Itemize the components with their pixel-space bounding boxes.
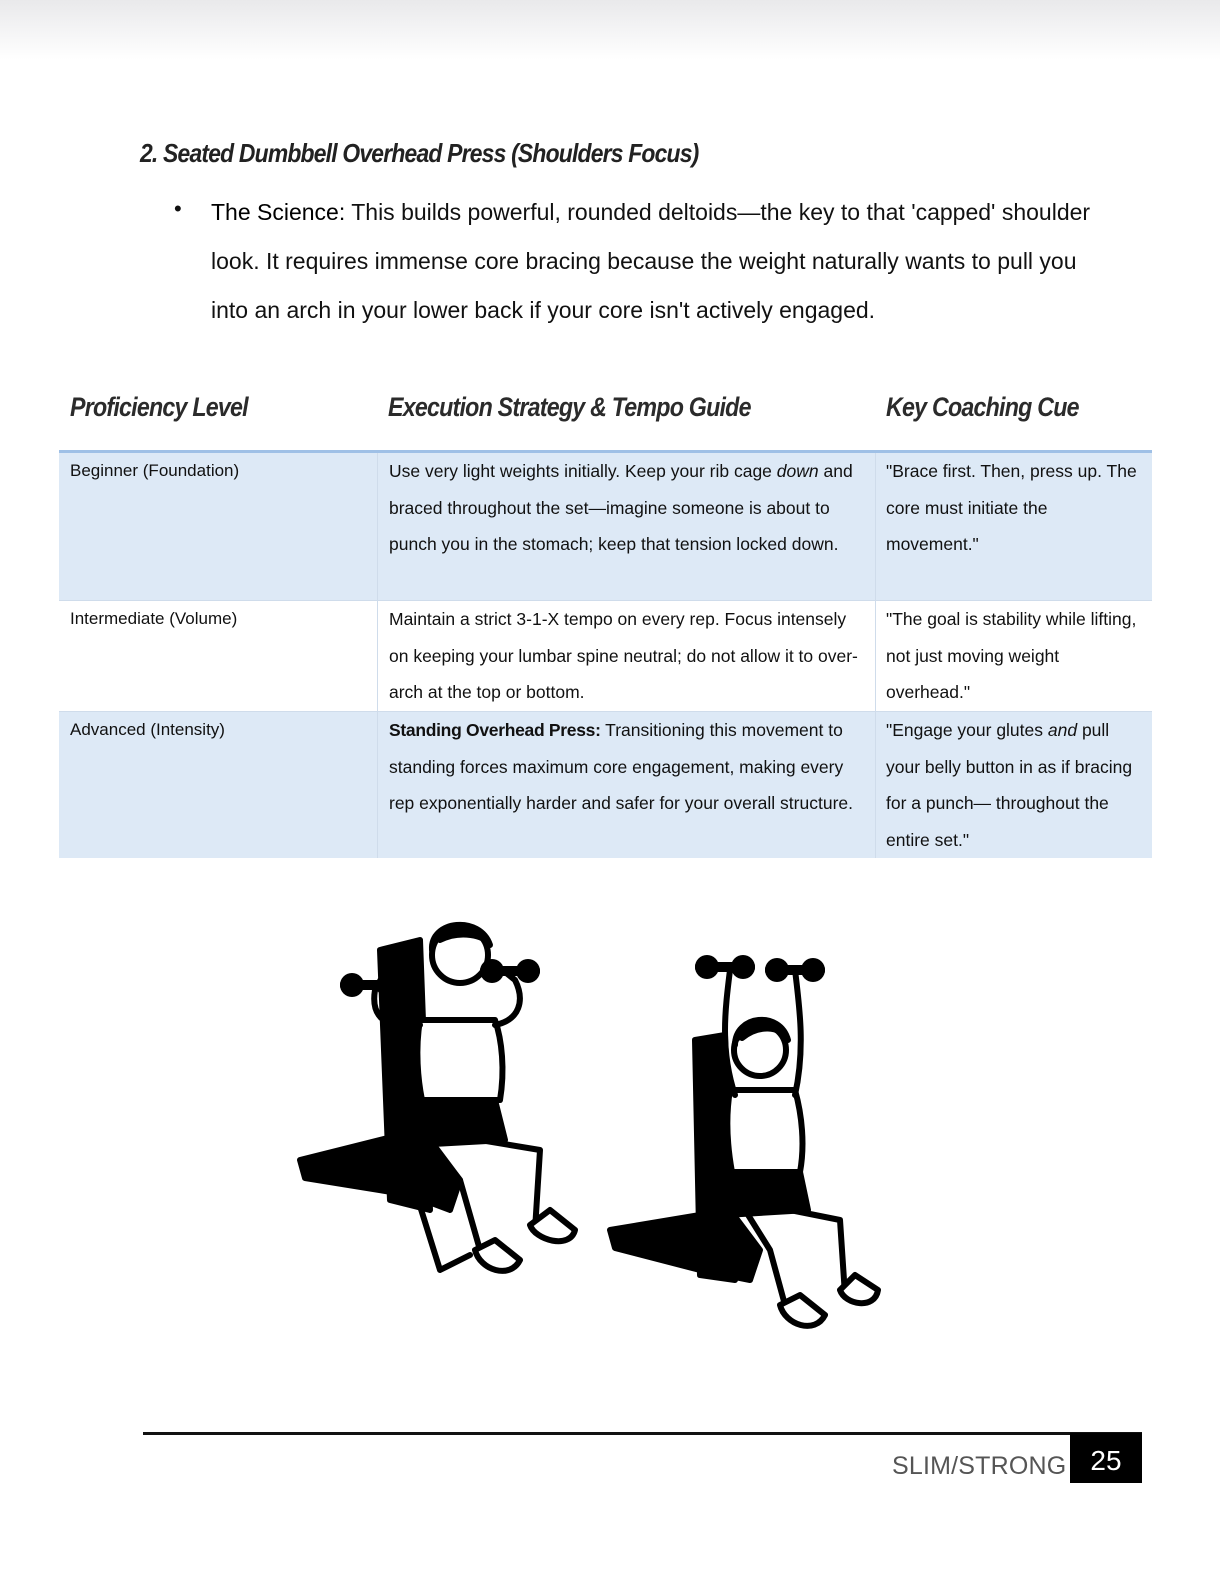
- cue-cell: [875, 712, 1152, 858]
- page-top-shadow: [0, 0, 1220, 60]
- science-label: The Science:: [211, 199, 346, 225]
- table-row-advanced: [59, 711, 1152, 858]
- bullet-dot-icon: •: [174, 196, 182, 221]
- strategy-cell: Maintain a strict 3-1-X tempo on every rep. Focus intensely on keeping your lumbar spine neutral; do not allow it to over-arch at the top or bottom.: [377, 601, 875, 711]
- footer-rule: [143, 1432, 1142, 1435]
- strategy-text: Transitioning this movement to standing forces maximum core engagement, making every rep exponentially harder and safer for your overall structure.: [389, 720, 853, 814]
- standing-press-figure-icon: [610, 955, 878, 1326]
- strategy-emphasis: down: [776, 461, 819, 481]
- cue-cell: "Brace first. Then, press up. The core must initiate the movement.": [875, 453, 1152, 600]
- strategy-cell: [377, 453, 875, 600]
- cue-emphasis: and: [1047, 720, 1078, 740]
- header-coaching-cue: Key Coaching Cue: [886, 392, 1079, 422]
- seated-press-figure-icon: [300, 925, 575, 1271]
- strategy-cell: [377, 712, 875, 858]
- level-cell: Advanced (Intensity): [70, 720, 225, 739]
- table-row-beginner: [59, 453, 1152, 600]
- table-row-intermediate: [59, 600, 1152, 711]
- science-text: This builds powerful, rounded deltoids—the key to that 'capped' shoulder look. It requires immense core bracing because the weight naturally wants to pull you into an arch in your lower back if your core isn't actively engaged.: [211, 199, 1091, 323]
- strategy-text-continued: and braced throughout the set—imagine someone is about to punch you in the stomach; keep that tension locked down.: [389, 461, 853, 555]
- strategy-text: Use very light weights initially. Keep your rib cage: [389, 461, 777, 481]
- cue-cell: "The goal is stability while lifting, not just moving weight overhead.": [875, 601, 1152, 711]
- level-cell: Beginner (Foundation): [70, 461, 240, 480]
- cue-text: "Engage your glutes: [886, 720, 1048, 740]
- proficiency-table: [59, 450, 1152, 858]
- table-header-row: [0, 392, 1220, 432]
- header-execution-strategy: Execution Strategy & Tempo Guide: [388, 392, 751, 422]
- footer-brand: SLIM/STRONG: [892, 1452, 1067, 1480]
- page-number: 25: [1070, 1433, 1142, 1483]
- level-cell: Intermediate (Volume): [70, 609, 238, 628]
- science-paragraph: [211, 188, 1091, 335]
- strategy-bold-lead: Standing Overhead Press:: [389, 720, 601, 740]
- header-proficiency-level: Proficiency Level: [70, 392, 248, 422]
- section-title: 2. Seated Dumbbell Overhead Press (Shoulders Focus): [140, 138, 699, 168]
- overhead-press-illustration: [280, 910, 900, 1350]
- cue-text-continued: pull your belly button in as if bracing for a punch— throughout the entire set.": [886, 720, 1133, 850]
